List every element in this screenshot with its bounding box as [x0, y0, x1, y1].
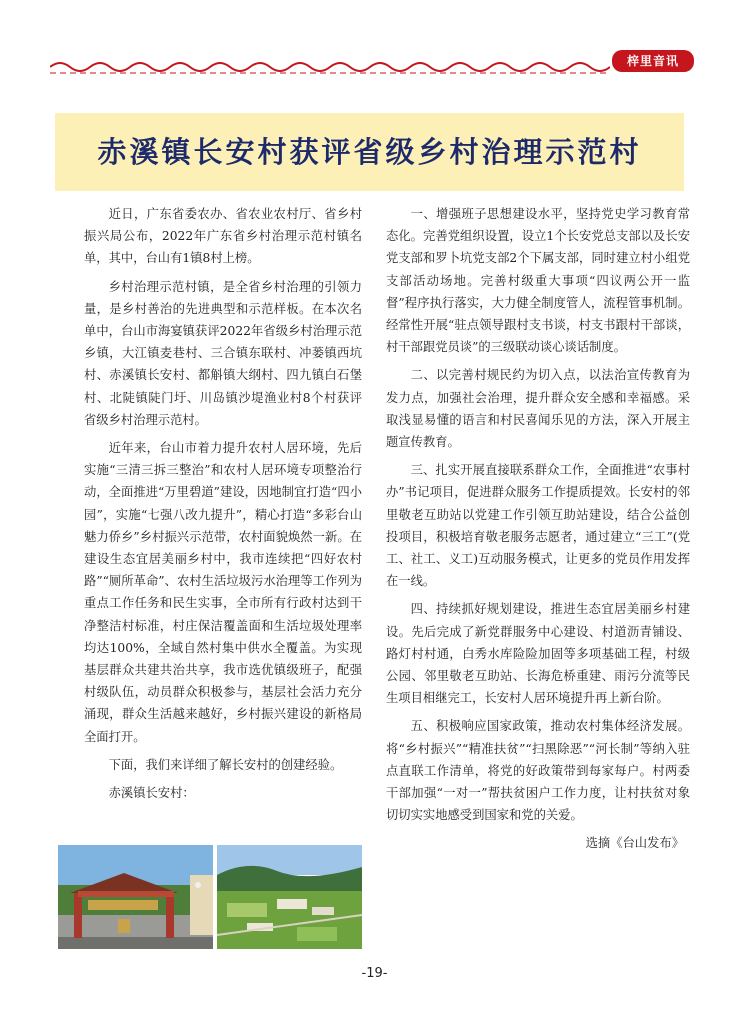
paragraph: 近年来，台山市着力提升农村人居环境，先后实施“三清三拆三整治”和农村人居环境专项整治行动，全面推进“万里碧道”建设，因地制宜打造“四小园”，实施“七强八改九提升”，精心打造“多彩台山 魅力侨乡”乡村振兴示范带，农村面貌焕然一新。在建设生态宜居美丽乡村中，我市连续把“四好农村路”“厕所革命”、农村生活垃圾污水治理等工作列为重点工作任务和民生实事，全市所有行政村达到干净整洁村标准，村庄保洁覆盖面和生活垃圾处理率均达100%，全域自然村集中供水全覆盖。为实现基层群众共建共治共享，我市选优镇级班子，配强村级队伍，动员群众积极参与，基层社会活力充分涌现，群众生活越来越好，乡村振兴建设的新格局全面打开。 [84, 441, 362, 744]
left-column [84, 203, 362, 810]
paragraph: 下面，我们来详细了解长安村的创建经验。 [108, 757, 343, 772]
article-title: 赤溪镇长安村获评省级乡村治理示范村 [97, 135, 642, 169]
paragraph: 三、扎实开展直接联系群众工作，全面推进“农事村办”书记项目，促进群众服务工作提质提效。长安村的邻里敬老互助站以党建工作引领互助站建设，结合公益创投项目，积极培育敬老服务志愿者，通过建立“三工”(党工、社工、义工)互动服务模式，让更多的党员作用发挥在一线。 [386, 463, 690, 589]
right-column [386, 203, 690, 861]
paragraph: 一、增强班子思想建设水平，坚持党史学习教育常态化。完善党组织设置，设立1个长安党总支部以及长安党支部和罗卜坑党支部2个下属支部，同时建立村小组党支部活动场地。完善村级重大事项“四议两公开一监督”程序执行落实，大力健全制度管人，流程管事机制。经常性开展“驻点领导跟村支书谈，村支书跟村干部谈，村干部跟党员谈”的三级联动谈心谈话制度。 [386, 207, 690, 355]
paragraph: 近日，广东省委农办、省农业农村厅、省乡村振兴局公布，2022年广东省乡村治理示范村镇名单，其中，台山有1镇8村上榜。 [84, 207, 362, 266]
source-signature: 选摘《台山发布》 [585, 836, 684, 851]
village-aerial-photo [217, 845, 362, 949]
page-number: -19- [361, 966, 388, 981]
paragraph: 五、积极响应国家政策，推动农村集体经济发展。将“乡村振兴”“精准扶贫”“扫黑除恶”“河长制”等纳入驻点直联工作清单，将党的好政策带到每家每户。村两委干部加强“一对一”帮扶贫困户工作力度，让村扶贫对象切切实实地感受到国家和党的关爱。 [386, 719, 690, 823]
section-badge: 梓里音讯 [612, 50, 694, 72]
paragraph: 乡村治理示范村镇，是全省乡村治理的引领力量，是乡村善治的先进典型和示范样板。在本次名单中，台山市海宴镇获评2022年省级乡村治理示范乡镇，大江镇麦巷村、三合镇东联村、冲蒌镇西坑村、赤溪镇长安村、都斛镇大纲村、四九镇白石堡村、北陡镇陡门圩、川岛镇沙堤渔业村8个村获评省级乡村治理示范村。 [84, 279, 362, 427]
paragraph: 二、以完善村规民约为切入点，以法治宣传教育为发力点，加强社会治理，提升群众安全感和幸福感。采取浅显易懂的语言和村民喜闻乐见的方法，深入开展主题宣传教育。 [386, 368, 690, 450]
paragraph: 四、持续抓好规划建设，推进生态宜居美丽乡村建设。先后完成了新党群服务中心建设、村道沥青铺设、路灯村村通，白秀水库险险加固等多项基础工程，村级公园、邻里敬老互助站、长海危桥重建、雨污分流等民生项目相继完工，长安村人居环境提升再上新台阶。 [386, 602, 690, 706]
header-decorative-wave [50, 55, 610, 79]
photo-caption: 赤溪镇长安村： [108, 786, 195, 801]
village-gate-photo [58, 845, 213, 949]
